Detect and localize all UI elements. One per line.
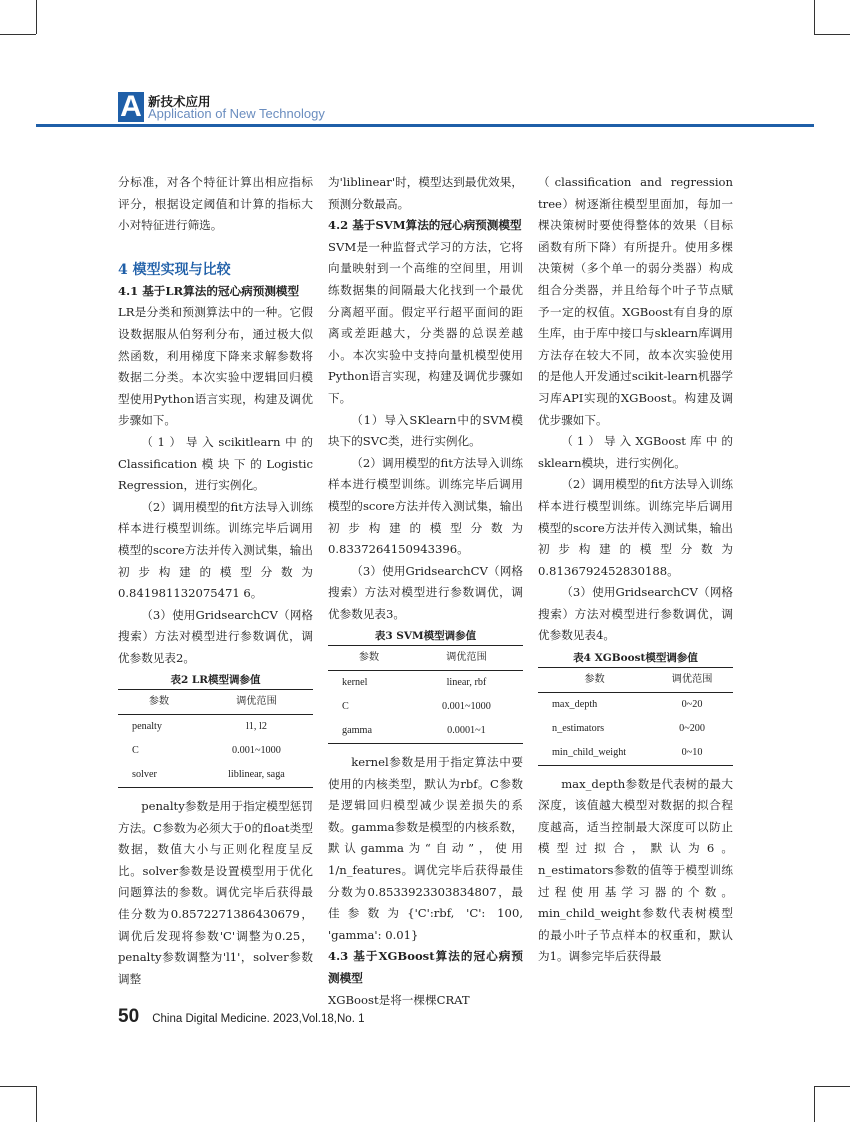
section-title-cn: 新技术应用 [148,94,211,109]
crop-mark [814,1086,815,1122]
table-cell: 0~10 [651,741,733,766]
subsection-heading: 4.3 基于XGBoost算法的冠心病预测模型 [328,949,523,985]
paragraph: LR是分类和预测算法中的一种。它假设数据服从伯努利分布，通过极大似然函数，利用梯度下降来求解参数将数据二分类。本次实验中逻辑回归模型使用Python语言实现，构建及调优步骤如下。 [118,305,313,428]
table-row [538,692,733,717]
paragraph: （3）使用GridsearchCV（网格搜索）方法对模型进行参数调优，调优参数见表3。 [328,563,523,621]
table-row [538,717,733,741]
table-xgboost-params [538,667,733,766]
paragraph: kernel参数是用于指定算法中要使用的内核类型，默认为rbf。C参数是逻辑回归模型减少误差损失的系数。gamma参数是模型的内核系数，默认gamma为“自动”，使用1/n_features。调优完毕后获得最佳分数为0.8533923303834807，最佳参数为{'C':rbf, 'C': 100, 'gamma': 0.01} [328,755,523,942]
subsection-heading: 4.2 基于SVM算法的冠心病预测模型 [328,218,522,233]
paragraph: XGBoost是将一棵棵CRAT [328,992,470,1007]
crop-mark [0,34,36,35]
table-header: 调优范围 [651,668,733,693]
column-3 [538,172,733,968]
paragraph: （2）调用模型的fit方法导入训练样本进行模型训练。训练完毕后调用模型的score方法并传入测试集，输出初步构建的模型分数为0.841981132075471 6。 [118,499,313,601]
table-header: 调优范围 [410,646,523,671]
table-cell: kernel [342,677,368,689]
paragraph: （2）调用模型的fit方法导入训练样本进行模型训练。训练完毕后调用模型的score方法并传入测试集，输出初步构建的模型分数为0.8337264150943396。 [328,455,523,557]
journal-citation: China Digital Medicine. 2023,Vol.18,No. 1 [152,1013,365,1025]
crop-mark [36,0,37,34]
page-footer [118,1006,364,1028]
table-lr-params [118,689,313,788]
crop-mark [814,0,815,34]
paragraph: penalty参数是用于指定模型惩罚方法。C参数为必须大于0的float类型数据，数值大小与正则化程度呈反比。solver参数是设置模型用于优化问题算法的参数。调优完毕后获得最佳分数为0.8572271386430679，调优后发现将参数'C'调整为0.25，penalty参数调整为'l1'，solver参数调整 [118,799,313,986]
table-header: 调优范围 [200,690,313,715]
table-row [118,739,313,763]
table-row [328,719,523,744]
column-2 [328,172,523,1011]
table-cell: min_child_weight [538,741,651,766]
crop-mark [0,1086,36,1087]
table-cell: C [132,745,139,757]
table-cell: 0~20 [681,698,703,710]
table-cell: l1, l2 [245,721,267,733]
table-cell: solver [118,763,200,788]
table-cell: linear, rbf [446,677,487,689]
column-1 [118,172,313,990]
table-cell: 0.001~1000 [232,745,281,757]
section-badge: A [118,92,144,122]
table-cell: penalty [132,721,162,733]
paragraph: （3）使用GridsearchCV（网格搜索）方法对模型进行参数调优，调优参数见表2。 [118,607,313,665]
table-svm-params [328,645,523,744]
subsection-heading: 4.1 基于LR算法的冠心病预测模型 [118,283,300,298]
table-row [328,695,523,719]
table-caption: 表2 LR模型调参值 [170,674,261,687]
table-header: 参数 [328,646,410,671]
paragraph: （3）使用GridsearchCV（网格搜索）方法对模型进行参数调优，调优参数见表4。 [538,585,733,643]
paragraph: SVM是一种监督式学习的方法，它将向量映射到一个高维的空间里，用训练数据集的间隔最大化找到一个最优分离超平面。假定平行超平面间的距离或差距越大，分类器的总误差越小。本次实验中支持向量机模型使用Python语言实现，构建及调优步骤如下。 [328,239,523,405]
table-row [538,741,733,766]
table-header: 参数 [118,690,200,715]
header-rule [36,124,814,127]
paragraph: 为'liblinear'时，模型达到最优效果，预测分数最高。 [328,175,523,211]
paragraph: （2）调用模型的fit方法导入训练样本进行模型训练。训练完毕后调用模型的score方法并传入测试集，输出初步构建的模型分数为0.8136792452830188。 [538,477,733,578]
paragraph: （classification and regression tree）树逐渐往模型里面加，每加一棵决策树时要使得整体的效果（目标函数有所下降）有所提升。使用多棵决策树（多个单一的弱分类器）构成组合分类器，并且给每个叶子节点赋予一定的权值。XGBoost有自身的原生库，由于库中接口与sklearn库调用方法存在较大不同，故本次实验使用的是他人开发通过scikit-learn机器学习库API实现的XGBoost。构建及调优步骤如下。 [538,175,733,427]
section-heading: 4 模型实现与比较 [118,261,231,278]
table-caption: 表4 XGBoost模型调参值 [573,652,698,665]
table-cell: liblinear, saga [200,763,313,788]
paragraph: 分标准，对各个特征计算出相应指标评分，根据设定阈值和计算的指标大小对特征进行筛选。 [118,175,313,233]
table-row [118,715,313,740]
table-cell: 0.001~1000 [442,701,491,713]
page-number: 50 [118,1006,140,1027]
crop-mark [814,34,850,35]
paragraph: （1）导入scikitlearn中的Classification模块下的Logistic Regression，进行实例化。 [118,434,313,493]
table-cell: 0~200 [679,722,705,734]
crop-mark [814,1086,850,1087]
paragraph: max_depth参数是代表树的最大深度，该值越大模型对数据的拟合程度越高，适当控制最大深度可以防止模型过拟合，默认为6。n_estimators参数的值等于模型训练过程使用基学习器的个数。min_child_weight参数代表树模型的最小叶子节点样本的权重和，默认为1。调参完毕后获得最 [538,776,733,964]
table-row [328,671,523,696]
table-caption: 表3 SVM模型调参值 [374,630,477,643]
table-cell: max_depth [552,698,598,710]
table-header: 参数 [538,668,651,693]
paragraph: （1）导入XGBoost库中的sklearn模块，进行实例化。 [538,434,733,470]
table-cell: 0.0001~1 [410,719,523,744]
crop-mark [36,1086,37,1122]
paragraph: （1）导入SKlearn中的SVM模块下的SVC类，进行实例化。 [328,412,523,449]
table-cell: gamma [328,719,410,744]
table-cell: n_estimators [552,722,605,734]
table-cell: C [342,701,349,713]
section-title-en: Application of New Technology [148,106,325,121]
table-row [118,763,313,788]
